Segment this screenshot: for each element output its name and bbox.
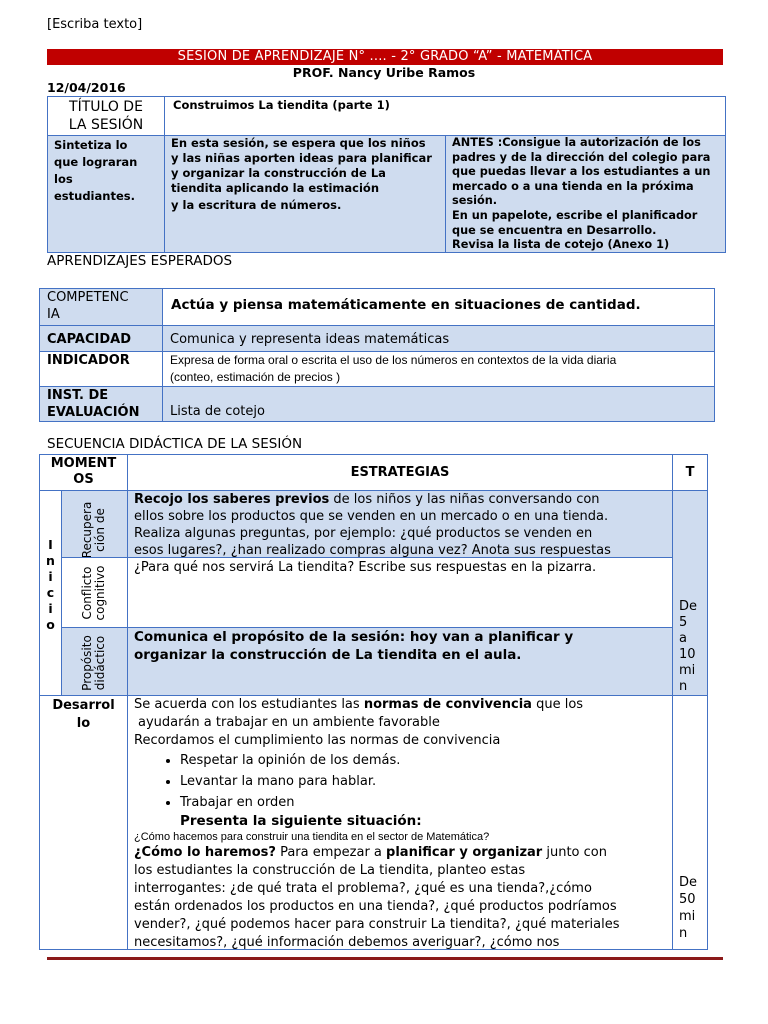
purpose-label-line1: Propósito bbox=[80, 635, 94, 691]
before-line: padres y de la dirección del colegio para bbox=[452, 150, 711, 164]
synth-label-line: Sintetiza lo bbox=[54, 138, 128, 152]
recall-first-line bbox=[134, 491, 666, 508]
title-value-cell bbox=[164, 96, 726, 136]
indicator-value-line2: (conteo, estimación de precios ) bbox=[170, 370, 341, 384]
recall-line: esos lugares?, ¿han realizado compras alguna vez? Anota sus respuestas bbox=[134, 543, 611, 558]
capacity-value: Comunica y representa ideas matemáticas bbox=[170, 332, 450, 347]
time-inicio-line: n bbox=[679, 679, 688, 694]
competence-label-cell bbox=[39, 288, 163, 326]
title-label-cell bbox=[47, 96, 165, 136]
synth-text-line: En esta sesión, se espera que los niños bbox=[171, 136, 426, 150]
synth-label-cell bbox=[47, 135, 165, 253]
header-placeholder: [Escriba texto] bbox=[47, 17, 143, 32]
time-development-line: 50 bbox=[679, 892, 696, 907]
expected-heading: APRENDIZAJES ESPERADOS bbox=[47, 253, 233, 269]
evaluation-value: Lista de cotejo bbox=[170, 404, 265, 419]
inicio-letter: I bbox=[48, 537, 53, 552]
synth-label-line: los bbox=[54, 172, 73, 186]
how-bold: ¿Cómo lo haremos? bbox=[134, 845, 276, 860]
synth-label-line: que lograran bbox=[54, 155, 138, 169]
recall-vertical-label bbox=[81, 494, 107, 566]
how-b: junto con bbox=[542, 845, 607, 860]
conflict-subcell bbox=[61, 557, 128, 628]
indicator-value-line1: Expresa de forma oral o escrita el uso de los números en contextos de la vida diaria bbox=[170, 353, 617, 367]
recall-strategy-cell bbox=[127, 490, 673, 558]
purpose-line1: Comunica el propósito de la sesión: hoy van a planificar y bbox=[134, 629, 574, 645]
competence-label-line2: IA bbox=[47, 307, 60, 322]
evaluation-label-line2: EVALUACIÓN bbox=[47, 405, 140, 420]
session-date: 12/04/2016 bbox=[47, 80, 126, 95]
before-cell bbox=[445, 135, 726, 253]
indicator-value-cell bbox=[162, 351, 715, 387]
before-line: que se encuentra en Desarrollo. bbox=[452, 223, 657, 237]
how-line: necesitamos?, ¿qué información debemos averiguar?, ¿cómo nos bbox=[134, 935, 560, 950]
synth-text-line: y organizar la construcción de La bbox=[171, 166, 386, 180]
development-line1-c: que los bbox=[531, 697, 584, 712]
how-line: vender?, ¿qué podemos hacer para construir La tiendita?, ¿qué materiales bbox=[134, 917, 620, 932]
footer-rule bbox=[47, 957, 723, 960]
inicio-letter: i bbox=[48, 569, 53, 584]
moments-header bbox=[39, 454, 128, 491]
purpose-label-line2: didáctico bbox=[93, 635, 107, 691]
time-inicio-line: 10 bbox=[679, 647, 696, 662]
conflict-text: ¿Para qué nos servirá La tiendita? Escribe sus respuestas en la pizarra. bbox=[134, 560, 597, 575]
synth-text-line: tiendita aplicando la estimación bbox=[171, 181, 380, 195]
inicio-letter: i bbox=[48, 601, 53, 616]
time-development-cell bbox=[672, 695, 708, 950]
situation-question: ¿Cómo hacemos para construir una tiendita en el sector de Matemática? bbox=[134, 831, 490, 843]
time-inicio-cell bbox=[672, 490, 708, 696]
capacity-label: CAPACIDAD bbox=[47, 332, 132, 347]
synth-text-line: y las niñas aporten ideas para planificar bbox=[171, 151, 432, 165]
evaluation-label-cell bbox=[39, 386, 163, 422]
time-header bbox=[672, 454, 708, 491]
development-line2: ayudarán a trabajar en un ambiente favorable bbox=[138, 715, 440, 730]
how-line: están ordenados los productos en una tienda?, ¿qué productos podríamos bbox=[134, 899, 617, 914]
how-line: interrogantes: ¿de qué trata el problema?, ¿qué es una tienda?,¿cómo bbox=[134, 881, 592, 896]
situation-heading: Presenta la siguiente situación: bbox=[180, 813, 422, 829]
time-header-label: T bbox=[685, 465, 695, 480]
synth-text-line: y la escritura de números. bbox=[171, 198, 342, 212]
recall-rest: de los niños y las niñas conversando con bbox=[329, 492, 600, 507]
synth-label-line: estudiantes. bbox=[54, 189, 135, 203]
inicio-cell bbox=[39, 490, 62, 696]
session-banner: SESIÓN DE APRENDIZAJE N° .... - 2° GRADO “A” - MATEMÁTICA bbox=[47, 49, 723, 65]
recall-label-line1: Recupera bbox=[80, 501, 94, 559]
development-strategy-cell bbox=[127, 695, 673, 950]
conflict-label-line2: cognitivo bbox=[93, 565, 107, 621]
development-line3: Recordamos el cumplimiento las normas de convivencia bbox=[134, 733, 501, 748]
strategies-header bbox=[127, 454, 673, 491]
strategies-header-label: ESTRATEGIAS bbox=[350, 465, 450, 480]
norm-item: • Levantar la mano para hablar. bbox=[180, 771, 672, 792]
indicator-label: INDICADOR bbox=[47, 353, 130, 368]
before-line: En un papelote, escribe el planificador bbox=[452, 208, 698, 222]
title-label-line2: LA SESIÓN bbox=[68, 117, 144, 133]
development-line1 bbox=[134, 696, 666, 714]
synth-text-cell bbox=[164, 135, 446, 253]
time-development-line: mi bbox=[679, 909, 696, 924]
recall-line: Realiza algunas preguntas, por ejemplo: ¿qué productos se venden en bbox=[134, 526, 593, 541]
plan-bold: planificar y organizar bbox=[386, 845, 543, 860]
competence-label-line1: COMPETENC bbox=[47, 290, 129, 305]
how-line: los estudiantes la construcción de La tiendita, planteo estas bbox=[134, 863, 526, 878]
evaluation-value-cell bbox=[162, 386, 715, 422]
time-inicio-line: mi bbox=[679, 663, 696, 678]
recall-label-line2: ción de bbox=[93, 508, 107, 552]
time-inicio-line: De bbox=[679, 599, 698, 614]
recall-bold: Recojo los saberes previos bbox=[134, 492, 330, 507]
teacher-name: PROF. Nancy Uribe Ramos bbox=[292, 65, 476, 80]
development-line1-a: Se acuerda con los estudiantes las bbox=[134, 697, 364, 712]
before-line: Revisa la lista de cotejo (Anexo 1) bbox=[452, 238, 670, 252]
sequence-heading: SECUENCIA DIDÁCTICA DE LA SESIÓN bbox=[47, 436, 303, 452]
purpose-line2: organizar la construcción de La tiendita en el aula. bbox=[134, 647, 522, 663]
capacity-label-cell bbox=[39, 325, 163, 352]
before-line: mercado o a una tienda en la próxima bbox=[452, 179, 694, 193]
purpose-vertical-label bbox=[81, 627, 107, 699]
indicator-label-cell bbox=[39, 351, 163, 387]
session-title: Construimos La tiendita (parte 1) bbox=[173, 98, 390, 112]
time-inicio-line: a bbox=[679, 631, 687, 646]
inicio-letter: n bbox=[46, 553, 55, 568]
competence-value: Actúa y piensa matemáticamente en situaciones de cantidad. bbox=[171, 297, 641, 313]
time-development-line: De bbox=[679, 875, 698, 890]
evaluation-label-line1: INST. DE bbox=[47, 388, 109, 403]
inicio-letter: o bbox=[46, 617, 55, 632]
capacity-value-cell bbox=[162, 325, 715, 352]
conflict-strategy-cell bbox=[127, 557, 673, 628]
conflict-label-line1: Conflicto bbox=[80, 566, 94, 620]
development-label-line2: lo bbox=[76, 716, 91, 731]
moments-header-line1: MOMENT bbox=[50, 456, 117, 471]
recall-line: ellos sobre los productos que se venden en un mercado o en una tienda. bbox=[134, 509, 609, 524]
development-label-cell bbox=[39, 695, 128, 950]
before-line: que puedas llevar a los estudiantes a un bbox=[452, 165, 711, 179]
norms-bold: normas de convivencia bbox=[363, 697, 532, 712]
moments-header-line2: OS bbox=[73, 472, 94, 487]
before-line: sesión. bbox=[452, 194, 498, 208]
how-a: Para empezar a bbox=[275, 845, 387, 860]
conflict-vertical-label bbox=[81, 557, 107, 629]
norm-item: • Trabajar en orden bbox=[180, 792, 672, 813]
time-development-line: n bbox=[679, 926, 688, 941]
purpose-strategy-cell bbox=[127, 627, 673, 696]
norm-item: • Respetar la opinión de los demás. bbox=[180, 750, 672, 771]
how-first-line bbox=[134, 844, 666, 862]
competence-value-cell bbox=[162, 288, 715, 326]
title-label-line1: TÍTULO DE bbox=[69, 99, 143, 115]
inicio-letter: c bbox=[46, 585, 55, 600]
recall-subcell bbox=[61, 490, 128, 558]
time-inicio-line: 5 bbox=[679, 615, 688, 630]
norms-list bbox=[128, 750, 672, 813]
purpose-subcell bbox=[61, 627, 128, 696]
before-line: ANTES :Consigue la autorización de los bbox=[452, 136, 701, 149]
development-label-line1: Desarrol bbox=[52, 698, 115, 713]
